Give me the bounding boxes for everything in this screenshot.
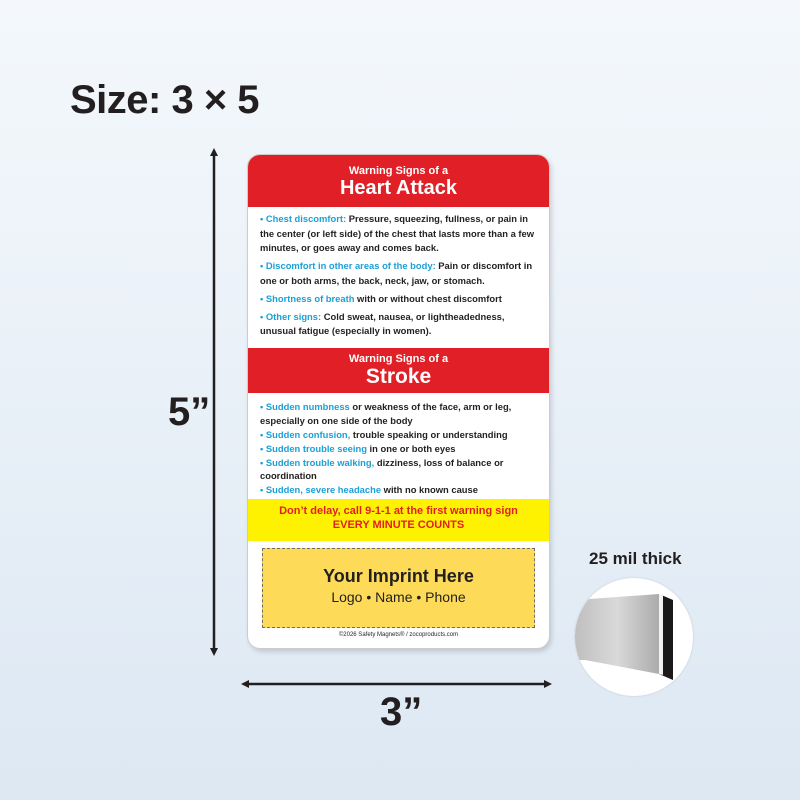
list-item: • Sudden numbness or weakness of the face, arm or leg, especially on one side of the body [260, 401, 512, 426]
list-item: • Shortness of breath with or without chest discomfort [260, 292, 502, 304]
imprint-area [262, 548, 535, 628]
heart-list [248, 207, 549, 339]
thickness-illustration [575, 578, 693, 696]
imprint-subtitle: Logo • Name • Phone [331, 589, 466, 605]
list-item: • Other signs: Cold sweat, nausea, or lightheadedness, unusual fatigue (especially in women). [260, 310, 505, 336]
width-label: 3” [380, 690, 423, 734]
imprint-title: Your Imprint Here [323, 566, 474, 586]
heart-attack-header [248, 155, 549, 207]
list-item: • Sudden confusion, trouble speaking or understanding [260, 428, 508, 440]
stroke-header [248, 348, 549, 393]
heart-subtitle: Warning Signs of a [348, 165, 449, 177]
list-item: • Sudden, severe headache with no known cause [260, 484, 478, 495]
size-title: Size: 3 × 5 [70, 78, 260, 122]
thickness-label: 25 mil thick [589, 549, 682, 568]
list-item: • Chest discomfort: Pressure, squeezing, fullness, or pain in the center (or left side) of the chest that lasts more than a few minutes, or goes away and comes back. [260, 213, 535, 253]
warning-line-1: Don’t delay, call 9-1-1 at the first warning sign [279, 505, 518, 517]
height-label: 5” [168, 390, 211, 434]
list-item: • Discomfort in other areas of the body: Pain or discomfort in one or both arms, the back, neck, jaw, or stomach. [260, 260, 533, 286]
warning-banner [248, 499, 549, 541]
list-item: • Sudden trouble seeing in one or both eyes [260, 442, 456, 454]
stroke-title: Stroke [365, 365, 432, 388]
warning-line-2: EVERY MINUTE COUNTS [332, 519, 465, 531]
magnet-edge-image [575, 578, 693, 696]
stroke-list [248, 393, 549, 497]
list-item: • Sudden trouble walking, dizziness, loss of balance or coordination [260, 456, 504, 481]
copyright-text: ©2026 Safety Magnets® / zocoproducts.com [338, 632, 459, 638]
stroke-subtitle: Warning Signs of a [348, 353, 449, 365]
magnet-card [248, 155, 549, 648]
heart-title: Heart Attack [339, 177, 458, 199]
